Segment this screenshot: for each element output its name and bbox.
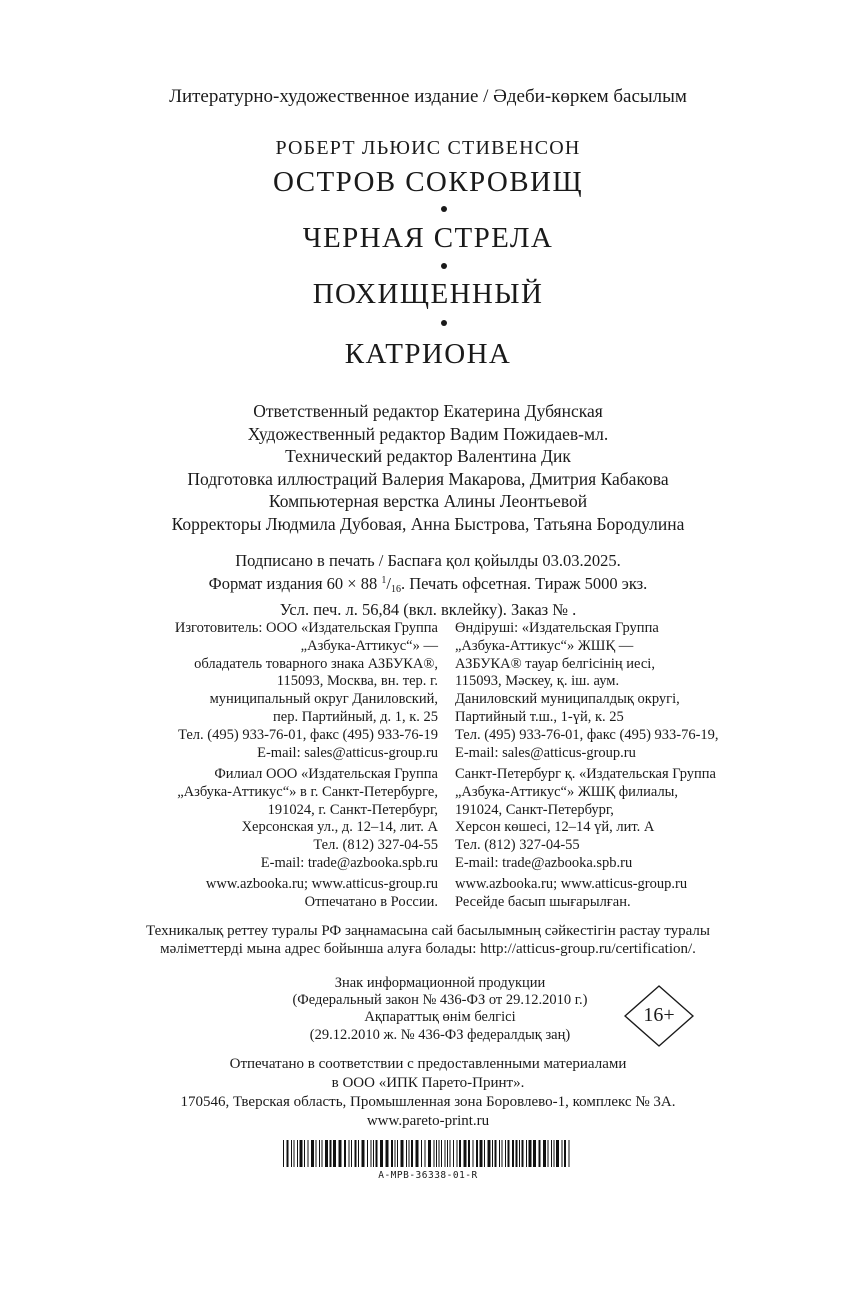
manufacturer-kz-line: Өндіруші: «Издательская Группа	[455, 620, 659, 636]
barcode-bar	[499, 1140, 500, 1167]
barcode-bar	[319, 1140, 320, 1167]
barcode-bar	[441, 1140, 442, 1167]
barcode-bar	[436, 1140, 437, 1167]
barcode-bar	[445, 1140, 446, 1167]
barcode-bar	[526, 1140, 527, 1167]
title-4: КАТРИОНА	[344, 338, 512, 370]
manufacturer-ru-line: 115093, Москва, вн. тер. г.	[276, 673, 438, 690]
barcode-bar	[556, 1140, 559, 1167]
printed-in-russia-kz: Ресейде басып шығарылған.	[455, 893, 631, 910]
branch-ru	[177, 766, 438, 873]
barcode-bar	[367, 1140, 368, 1167]
barcode-bar	[386, 1140, 389, 1167]
barcode-bar	[450, 1140, 451, 1167]
barcode-bar	[473, 1140, 474, 1167]
barcode-bar	[439, 1140, 440, 1167]
barcode-bar	[495, 1140, 497, 1167]
barcode	[283, 1140, 573, 1167]
barcode-bar	[554, 1140, 555, 1167]
barcode-bar	[311, 1140, 314, 1167]
websites-ru: www.azbooka.ru; www.atticus-group.ru	[205, 876, 438, 892]
manufacturer-ru-line: Тел. (495) 933-76-01, факс (495) 933-76-19	[178, 726, 438, 743]
websites-kz: www.azbooka.ru; www.atticus-group.ru	[455, 876, 688, 892]
format-suffix: . Печать офсетная. Тираж 5000 экз.	[400, 574, 648, 593]
barcode-bar	[434, 1140, 435, 1167]
fraction-numerator: 1	[381, 575, 387, 586]
barcode-bar	[283, 1140, 284, 1167]
barcode-bar	[502, 1140, 503, 1167]
printing-house-website: www.pareto-print.ru	[366, 1113, 490, 1129]
barcode-bar	[508, 1140, 510, 1167]
author-name: РОБЕРТ ЛЬЮИС СТИВЕНСОН	[275, 137, 581, 159]
info-product-sign	[240, 975, 640, 1044]
barcode-bar	[355, 1140, 357, 1167]
info-sign-line: Ақпараттық өнім белгісі	[364, 1009, 516, 1026]
credit-line: Художественный редактор Вадим Пожидаев-мл.	[247, 423, 609, 444]
fraction-slash: /	[386, 574, 391, 593]
barcode-bar	[344, 1140, 346, 1167]
barcode-bar	[294, 1140, 295, 1167]
barcode-bar	[397, 1140, 398, 1167]
printing-house-line: в ООО «ИПК Парето-Принт».	[331, 1075, 525, 1091]
barcode-bar	[333, 1140, 336, 1167]
credit-line: Корректоры Людмила Дубовая, Анна Быстрова, Татьяна Бородулина	[171, 513, 685, 534]
manufacturer-ru-line: муниципальный округ Даниловский,	[209, 691, 438, 708]
manufacturer-kz-line: АЗБУКА® тауар белгісінің иесі,	[455, 655, 655, 672]
print-sheets-line: Усл. печ. л. 56,84 (вкл. вклейку). Заказ № .	[279, 600, 577, 619]
barcode-bar	[391, 1140, 393, 1167]
barcode-bar	[569, 1140, 570, 1167]
info-sign-line: (Федеральный закон № 436-ФЗ от 29.12.2010 г.)	[292, 992, 588, 1009]
barcode-bar	[428, 1140, 431, 1167]
barcode-bar	[488, 1140, 491, 1167]
title-separator-dot	[441, 263, 447, 269]
barcode-bar	[330, 1140, 332, 1167]
format-prefix: Формат издания 60 × 88	[208, 574, 382, 593]
printing-house-block	[0, 1055, 856, 1131]
title-separator-dot	[441, 206, 447, 212]
barcode-bar	[291, 1140, 292, 1167]
barcode-bar	[480, 1140, 483, 1167]
credits-block	[0, 400, 856, 536]
print-details	[0, 551, 856, 620]
barcode-bar	[373, 1140, 374, 1167]
manufacturer-ru-line: обладатель товарного знака АЗБУКА®,	[194, 655, 438, 672]
branch-kz-line: Санкт-Петербург қ. «Издательская Группа	[455, 766, 716, 782]
tech-regulation-line: Техникалық реттеу туралы РФ заңнамасына сай басылымның сәйкестігін растау туралы	[146, 923, 710, 939]
barcode-bar	[406, 1140, 407, 1167]
barcode-bar	[351, 1140, 352, 1167]
branch-ru-line: Тел. (812) 327-04-55	[313, 837, 438, 854]
barcode-bar	[371, 1140, 372, 1167]
barcode-bar	[421, 1140, 422, 1167]
barcode-bar	[529, 1140, 532, 1167]
barcode-number: A-MPB-36338-01-R	[378, 1170, 478, 1181]
barcode-bar	[316, 1140, 317, 1167]
format-line	[0, 571, 856, 600]
title-3: ПОХИЩЕННЫЙ	[312, 278, 544, 310]
barcode-bar	[551, 1140, 552, 1167]
barcode-bar	[533, 1140, 536, 1167]
branch-kz-line: 191024, Санкт-Петербург,	[455, 801, 614, 818]
branch-ru-email: E-mail: trade@azbooka.spb.ru	[260, 854, 438, 871]
branch-ru-line: „Азбука-Аттикус“» в г. Санкт-Петербурге,	[177, 783, 438, 800]
barcode-bar	[453, 1140, 454, 1167]
barcode-bar	[457, 1140, 458, 1167]
barcode-bar	[548, 1140, 549, 1167]
barcode-bar	[304, 1140, 305, 1167]
branch-kz-line: Херсон көшесі, 12–14 үй, лит. А	[455, 819, 655, 836]
manufacturer-kz-line: Даниловский муниципалдық округі,	[455, 691, 680, 708]
barcode-bar	[492, 1140, 493, 1167]
credit-line: Подготовка иллюстраций Валерия Макарова, Дмитрия Кабакова	[187, 468, 669, 489]
barcode-bar	[562, 1140, 563, 1167]
manufacturer-ru-line: Изготовитель: ООО «Издательская Группа	[174, 620, 438, 636]
barcode-bar	[484, 1140, 485, 1167]
manufacturer-kz-line: Партийный т.ш., 1-үй, к. 25	[455, 708, 624, 725]
manufacturer-ru-email: E-mail: sales@atticus-group.ru	[257, 744, 438, 761]
barcode-bar	[409, 1140, 410, 1167]
barcode-bar	[505, 1140, 506, 1167]
branch-ru-line: Херсонская ул., д. 12–14, лит. А	[241, 819, 438, 836]
barcode-bar	[339, 1140, 342, 1167]
info-sign-line: Знак информационной продукции	[334, 975, 546, 991]
info-sign-line: (29.12.2010 ж. № 436-ФЗ федералдық заң)	[309, 1026, 571, 1043]
branch-kz-line: „Азбука-Аттикус“» ЖШҚ филиалы,	[455, 783, 679, 800]
barcode-bar	[468, 1140, 470, 1167]
barcode-bar	[395, 1140, 396, 1167]
barcode-bar	[287, 1140, 289, 1167]
barcode-bar	[459, 1140, 461, 1167]
branch-kz	[455, 766, 716, 873]
manufacturer-ru-line: „Азбука-Аттикус“» —	[300, 637, 438, 654]
barcode-bar	[297, 1140, 298, 1167]
barcode-bar	[401, 1140, 404, 1167]
branch-kz-line: Тел. (812) 327-04-55	[455, 837, 580, 854]
barcode-bar	[300, 1140, 303, 1167]
manufacturer-kz-email: E-mail: sales@atticus-group.ru	[455, 744, 636, 761]
barcode-bar	[464, 1140, 467, 1167]
barcode-bar	[543, 1140, 546, 1167]
credit-line: Компьютерная верстка Алины Леонтьевой	[268, 491, 588, 512]
barcode-bar	[325, 1140, 328, 1167]
printed-in-russia-ru: Отпечатано в России.	[304, 893, 438, 910]
barcode-bar	[416, 1140, 419, 1167]
barcode-bar	[516, 1140, 518, 1167]
manufacturer-ru-line: пер. Партийный, д. 1, к. 25	[273, 708, 438, 725]
barcode-bar	[358, 1140, 359, 1167]
barcode-bar	[519, 1140, 520, 1167]
barcode-bar	[539, 1140, 541, 1167]
manufacturer-kz-line: 115093, Мәскеу, қ. іш. аум.	[455, 673, 620, 690]
title-2: ЧЕРНАЯ СТРЕЛА	[302, 222, 554, 254]
manufacturer-ru	[175, 620, 438, 762]
fraction-denominator: 16	[390, 584, 401, 595]
credit-line: Технический редактор Валентина Дик	[285, 446, 571, 467]
barcode-bar	[522, 1140, 524, 1167]
manufacturer-kz-line: Тел. (495) 933-76-01, факс (495) 933-76-19,	[455, 726, 719, 743]
signed-date-line: Подписано в печать / Баспаға қол қойылды 03.03.2025.	[235, 551, 621, 570]
printing-house-address: 170546, Тверская область, Промышленная зона Боровлево-1, комплекс № 3А.	[180, 1094, 676, 1110]
branch-ru-line: 191024, г. Санкт-Петербург,	[267, 801, 438, 818]
barcode-bar	[349, 1140, 350, 1167]
tech-regulation-note	[0, 922, 856, 958]
web-kz	[455, 876, 687, 912]
barcode-bar	[425, 1140, 426, 1167]
printing-house-line: Отпечатано в соответствии с предоставленными материалами	[229, 1056, 627, 1072]
title-1: ОСТРОВ СОКРОВИЩ	[273, 166, 583, 198]
branch-kz-email: E-mail: trade@azbooka.spb.ru	[455, 854, 633, 871]
barcode-bar	[447, 1140, 448, 1167]
credit-line: Ответственный редактор Екатерина Дубянская	[253, 401, 603, 421]
manufacturer-kz-line: „Азбука-Аттикус“» ЖШҚ —	[455, 637, 634, 654]
genre-line: Литературно-художественное издание / Әдеби-көркем басылым	[169, 86, 687, 107]
barcode-bar	[376, 1140, 378, 1167]
branch-ru-line: Филиал ООО «Издательская Группа	[214, 766, 438, 782]
tech-regulation-line: мәліметтерді мына адрес бойынша алуға болады: http://atticus-group.ru/certification/.	[160, 941, 696, 957]
web-ru	[206, 876, 438, 912]
barcode-bar	[362, 1140, 365, 1167]
title-separator-dot	[441, 320, 447, 326]
age-rating-label: 16+	[643, 1004, 675, 1026]
barcode-bar	[476, 1140, 478, 1167]
barcode-bar	[411, 1140, 413, 1167]
manufacturer-kz	[455, 620, 719, 762]
barcode-bar	[380, 1140, 383, 1167]
barcode-bar	[308, 1140, 309, 1167]
barcode-bar	[322, 1140, 323, 1167]
barcode-bar	[512, 1140, 514, 1167]
barcode-bar	[564, 1140, 566, 1167]
